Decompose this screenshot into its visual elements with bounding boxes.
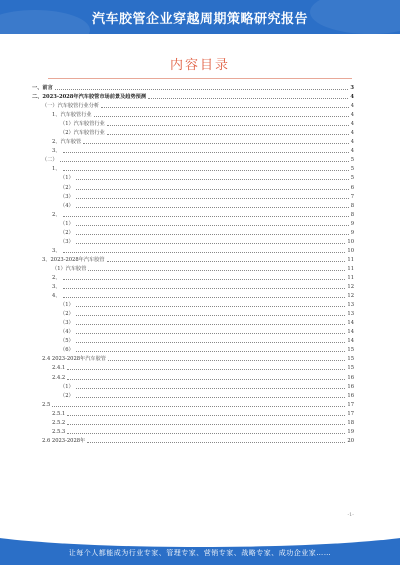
- toc-entry[interactable]: [32, 238, 354, 247]
- toc-dot-leader: [63, 279, 346, 280]
- toc-entry-title: 2.4.2: [52, 374, 66, 381]
- toc-entry-page: 19: [347, 428, 354, 435]
- toc-entry[interactable]: [32, 84, 354, 93]
- toc-entry[interactable]: [32, 202, 354, 211]
- toc-entry-title: （2）汽车胶管行业: [60, 130, 105, 137]
- toc-entry-title: （二）: [42, 157, 58, 164]
- toc-entry-title: （3）: [60, 238, 74, 245]
- toc-entry-title: （1）汽车胶管行业: [60, 121, 105, 128]
- toc-entry-page: 16: [347, 392, 354, 399]
- toc-entry-page: 17: [347, 410, 354, 417]
- toc-entry[interactable]: [32, 274, 354, 283]
- toc-entry-page: 20: [347, 437, 354, 444]
- toc-dot-leader: [107, 261, 346, 262]
- toc-entry-page: 3: [350, 85, 354, 92]
- toc-entry[interactable]: [32, 392, 354, 401]
- toc-entry-page: 15: [347, 347, 354, 354]
- toc-dot-leader: [76, 243, 346, 244]
- toc-entry-title: （1）: [60, 220, 74, 227]
- toc-entry-title: （5）: [60, 338, 74, 345]
- toc-entry-title: （6）: [60, 347, 74, 354]
- toc-entry-title: 一、前言: [32, 85, 53, 92]
- toc-dot-leader: [67, 379, 345, 380]
- toc-entry[interactable]: [32, 428, 354, 437]
- table-of-contents: [32, 84, 354, 446]
- toc-entry-page: 4: [350, 139, 354, 146]
- toc-entry[interactable]: [32, 102, 354, 111]
- toc-entry-title: （3）: [60, 193, 74, 200]
- toc-entry-page: 10: [347, 247, 354, 254]
- toc-entry[interactable]: [32, 220, 354, 229]
- toc-entry-title: 2.4 2023-2028年汽车胶管: [42, 356, 106, 363]
- toc-entry-title: 3、: [52, 284, 61, 291]
- toc-entry-title: 3、: [52, 148, 61, 155]
- toc-entry-page: 4: [350, 112, 354, 119]
- toc-entry-page: 4: [350, 121, 354, 128]
- toc-entry-page: 16: [347, 383, 354, 390]
- toc-entry[interactable]: [32, 301, 354, 310]
- toc-entry[interactable]: [32, 184, 354, 193]
- toc-entry-page: 4: [350, 94, 354, 101]
- toc-entry-title: （4）: [60, 329, 74, 336]
- toc-entry[interactable]: [32, 211, 354, 220]
- toc-entry-title: （1）: [60, 383, 74, 390]
- toc-entry-title: 2.4.1: [52, 365, 66, 372]
- toc-entry-page: 5: [350, 166, 354, 173]
- toc-entry[interactable]: [32, 374, 354, 383]
- toc-entry[interactable]: [32, 337, 354, 346]
- toc-dot-leader: [67, 415, 345, 416]
- toc-entry-page: 18: [347, 419, 354, 426]
- toc-entry[interactable]: [32, 174, 354, 183]
- toc-entry[interactable]: [32, 256, 354, 265]
- toc-entry[interactable]: [32, 165, 354, 174]
- toc-dot-leader: [60, 161, 349, 162]
- toc-dot-leader: [67, 433, 345, 434]
- toc-dot-leader: [108, 360, 345, 361]
- toc-entry[interactable]: [32, 410, 354, 419]
- toc-dot-leader: [76, 306, 346, 307]
- toc-entry[interactable]: [32, 156, 354, 165]
- toc-divider: [48, 78, 352, 79]
- toc-entry[interactable]: [32, 310, 354, 319]
- toc-entry-page: 14: [347, 329, 354, 336]
- toc-entry-title: 2.5.3: [52, 428, 66, 435]
- toc-entry[interactable]: [32, 120, 354, 129]
- toc-dot-leader: [76, 333, 346, 334]
- toc-entry-title: 2、汽车胶管: [52, 139, 82, 146]
- footer-slogan: 让每个人都能成为行业专家、管理专家、营销专家、战略专家、成功企业家……: [68, 549, 332, 557]
- toc-entry-title: 4、: [52, 293, 61, 300]
- toc-entry-page: 4: [350, 103, 354, 110]
- toc-dot-leader: [76, 351, 346, 352]
- toc-entry-page: 14: [347, 320, 354, 327]
- toc-dot-leader: [67, 369, 345, 370]
- toc-dot-leader: [76, 189, 349, 190]
- toc-entry-title: 2、: [52, 275, 61, 281]
- toc-dot-leader: [83, 143, 348, 144]
- toc-entry-page: 14: [347, 338, 354, 345]
- toc-entry[interactable]: [32, 193, 354, 202]
- toc-heading: 内容目录: [169, 58, 230, 73]
- toc-dot-leader: [76, 207, 349, 208]
- toc-entry[interactable]: [32, 355, 354, 364]
- toc-dot-leader: [76, 198, 349, 199]
- toc-dot-leader: [76, 397, 346, 398]
- toc-entry-title: （2）: [60, 184, 74, 191]
- toc-dot-leader: [88, 270, 345, 271]
- toc-entry-title: （1）汽车胶管: [52, 265, 87, 272]
- toc-entry-page: 6: [350, 184, 354, 191]
- toc-entry[interactable]: [32, 93, 354, 102]
- toc-entry-title: 3、2023-2028年汽车胶管: [42, 256, 105, 263]
- toc-entry-title: 3、: [52, 247, 61, 254]
- toc-entry-title: （3）: [60, 320, 74, 327]
- toc-dot-leader: [63, 216, 349, 217]
- toc-entry-title: （1）: [60, 302, 74, 309]
- toc-entry-page: 12: [347, 284, 354, 291]
- toc-dot-leader: [101, 107, 349, 108]
- toc-entry-title: 2.6 2023-2028年: [42, 437, 86, 444]
- toc-entry-page: 5: [350, 175, 354, 182]
- toc-entry[interactable]: [32, 111, 354, 120]
- toc-entry-title: （1）: [60, 175, 74, 182]
- toc-entry-title: （4）: [60, 202, 74, 209]
- toc-entry[interactable]: [32, 437, 354, 446]
- toc-entry-page: 4: [350, 130, 354, 137]
- toc-dot-leader: [107, 134, 349, 135]
- toc-entry-title: 二、2023-2028年汽车胶管市场前景及趋势预测: [32, 94, 147, 101]
- toc-dot-leader: [76, 225, 349, 226]
- toc-entry[interactable]: [32, 129, 354, 138]
- toc-entry-page: 16: [347, 374, 354, 381]
- toc-entry-page: 17: [347, 401, 354, 408]
- toc-entry-page: 12: [347, 293, 354, 300]
- toc-entry-title: （一）汽车胶管行业分析: [42, 103, 100, 110]
- toc-dot-leader: [107, 125, 349, 126]
- toc-dot-leader: [63, 288, 346, 289]
- toc-entry-page: 11: [347, 265, 354, 272]
- toc-dot-leader: [55, 89, 349, 90]
- toc-dot-leader: [148, 98, 348, 99]
- toc-dot-leader: [63, 252, 346, 253]
- toc-entry[interactable]: [32, 364, 354, 373]
- toc-dot-leader: [76, 315, 346, 316]
- toc-entry-title: 1、: [52, 166, 61, 173]
- toc-entry[interactable]: [32, 383, 354, 392]
- toc-entry[interactable]: [32, 319, 354, 328]
- toc-entry-page: 11: [347, 275, 354, 281]
- toc-dot-leader: [94, 116, 349, 117]
- toc-dot-leader: [76, 342, 346, 343]
- toc-entry-title: 1、汽车胶管行业: [52, 112, 92, 119]
- toc-dot-leader: [76, 234, 349, 235]
- toc-entry[interactable]: [32, 346, 354, 355]
- toc-entry[interactable]: [32, 401, 354, 410]
- toc-entry-page: 9: [350, 229, 354, 236]
- toc-dot-leader: [63, 170, 349, 171]
- toc-entry-page: 15: [347, 365, 354, 372]
- toc-entry[interactable]: [32, 292, 354, 301]
- toc-dot-leader: [76, 388, 346, 389]
- toc-entry-title: （2）: [60, 392, 74, 399]
- toc-dot-leader: [63, 297, 346, 298]
- toc-entry-title: 2.5: [42, 401, 51, 408]
- toc-entry[interactable]: [32, 419, 354, 428]
- report-title: 汽车胶管企业穿越周期策略研究报告: [91, 12, 308, 27]
- toc-entry[interactable]: [32, 138, 354, 147]
- toc-entry-page: 11: [347, 256, 354, 263]
- toc-entry-page: 8: [350, 202, 354, 209]
- toc-entry[interactable]: [32, 265, 354, 274]
- toc-entry[interactable]: [32, 328, 354, 337]
- toc-entry[interactable]: [32, 147, 354, 156]
- toc-dot-leader: [67, 424, 345, 425]
- toc-entry-title: （2）: [60, 229, 74, 236]
- footer-wave-decoration: [0, 529, 400, 547]
- toc-entry-page: 10: [347, 238, 354, 245]
- toc-entry-page: 5: [350, 157, 354, 164]
- toc-entry-page: 13: [347, 302, 354, 309]
- toc-entry-page: 4: [350, 148, 354, 155]
- toc-dot-leader: [76, 324, 346, 325]
- toc-entry-title: 2.5.2: [52, 419, 66, 426]
- report-header-banner: [0, 0, 400, 34]
- toc-entry[interactable]: [32, 283, 354, 292]
- toc-dot-leader: [87, 442, 345, 443]
- toc-entry[interactable]: [32, 229, 354, 238]
- toc-entry-page: 9: [350, 220, 354, 227]
- page-number: -1-: [347, 512, 354, 518]
- toc-dot-leader: [76, 179, 349, 180]
- toc-entry[interactable]: [32, 247, 354, 256]
- toc-entry-page: 15: [347, 356, 354, 363]
- toc-entry-title: 2、: [52, 211, 61, 218]
- toc-entry-page: 7: [350, 193, 354, 200]
- toc-dot-leader: [52, 406, 345, 407]
- toc-entry-title: （2）: [60, 311, 74, 318]
- toc-entry-page: 8: [350, 211, 354, 218]
- toc-dot-leader: [63, 152, 349, 153]
- toc-entry-title: 2.5.1: [52, 410, 66, 417]
- footer-banner: [0, 529, 400, 565]
- toc-entry-page: 13: [347, 311, 354, 318]
